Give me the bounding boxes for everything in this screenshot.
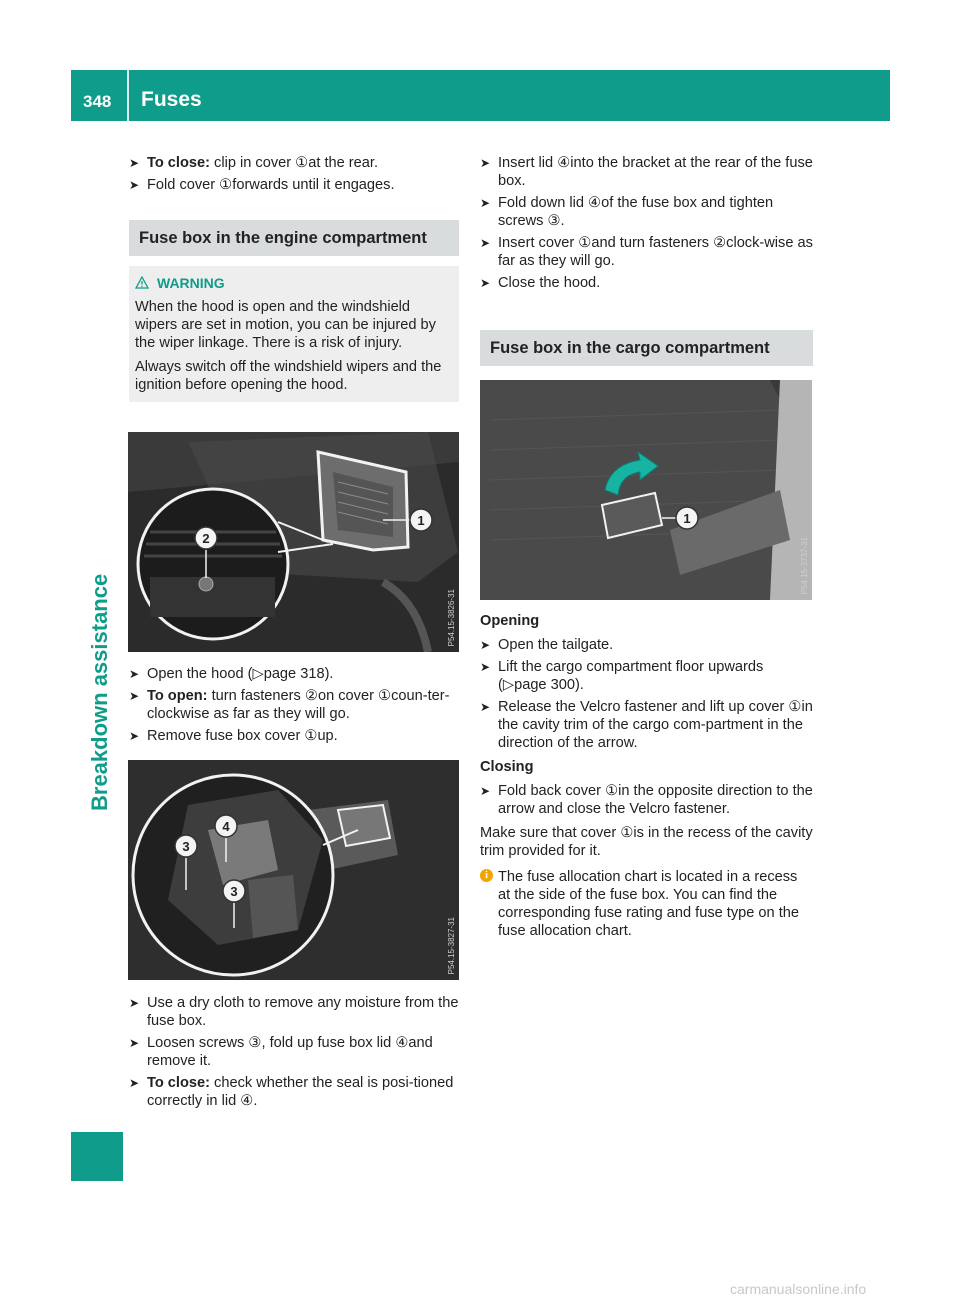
step-item — [480, 194, 813, 230]
warning-title-text: WARNING — [157, 275, 225, 291]
step-item — [480, 274, 813, 292]
opening-heading: Opening — [480, 613, 540, 629]
page-header — [71, 70, 890, 121]
side-tab-marker — [71, 1132, 123, 1181]
step-text: Fold down lid ④of the fuse box and tighten screws ③. — [498, 195, 774, 229]
svg-text:1: 1 — [417, 513, 425, 528]
step-bold-label: To open: — [147, 688, 208, 704]
closing-heading: Closing — [480, 759, 534, 775]
info-icon: i — [480, 869, 493, 882]
step-text: turn fasteners ②on cover ①coun-ter-clockwise as far as they will go. — [147, 688, 450, 722]
info-note — [480, 868, 813, 940]
steps-a-list — [129, 665, 459, 745]
step-text: Use a dry cloth to remove any moisture from the fuse box. — [147, 995, 459, 1029]
step-item — [480, 636, 813, 654]
image-code-3: P54.15-3737-31 — [800, 536, 809, 594]
intro-steps — [129, 154, 459, 194]
svg-text:2: 2 — [202, 531, 210, 546]
step-item — [129, 176, 459, 194]
step-text: Close the hood. — [498, 275, 601, 291]
svg-text:1: 1 — [683, 511, 691, 526]
step-item — [129, 687, 459, 723]
step-text: Release the Velcro fastener and lift up cover ①in the cavity trim of the cargo com-partment in the direction of the arrow. — [498, 699, 813, 751]
left-steps-a — [129, 665, 459, 749]
cargo-fuse-box-illustration — [480, 380, 812, 600]
side-tab-label: Breakdown assistance — [87, 573, 112, 811]
step-text: Fold cover ①forwards until it engages. — [147, 177, 395, 193]
svg-text:3: 3 — [230, 884, 238, 899]
warning-title — [135, 274, 453, 292]
engine-fuse-box-illustration — [128, 432, 459, 652]
step-text: Insert lid ④into the bracket at the rear of the fuse box. — [498, 155, 813, 189]
warning-box — [129, 266, 459, 402]
step-item — [480, 234, 813, 270]
header-divider — [127, 70, 129, 121]
step-text: Open the hood (▷page 318). — [147, 666, 334, 682]
warning-triangle-icon — [135, 276, 149, 289]
steps-top-list — [480, 154, 813, 292]
step-item — [129, 665, 459, 683]
step-text: clip in cover ①at the rear. — [209, 155, 378, 171]
right-column-bottom — [480, 612, 813, 940]
image-code-1: P54.15-3826-31 — [447, 588, 456, 646]
footer-watermark: carmanualsonline.info — [730, 1281, 867, 1297]
step-item — [480, 658, 813, 694]
svg-text:4: 4 — [222, 819, 230, 834]
chapter-title: Fuses — [141, 88, 202, 111]
page-number: 348 — [83, 92, 112, 111]
step-item — [129, 727, 459, 745]
step-item — [480, 782, 813, 818]
step-item — [480, 698, 813, 752]
warning-paragraph-2: Always switch off the windshield wipers and the ignition before opening the hood. — [135, 359, 442, 393]
left-steps-b — [129, 994, 461, 1114]
section-title-cargo: Fuse box in the cargo compartment — [480, 330, 813, 366]
left-column — [129, 154, 459, 402]
step-item — [129, 1034, 461, 1070]
cargo-compartment-image — [480, 380, 812, 600]
warning-paragraph-1: When the hood is open and the windshield wipers are set in motion, you can be injured by the wiper linkage. There is a risk of injury. — [135, 299, 436, 351]
step-text: Loosen screws ③, fold up fuse box lid ④and remove it. — [147, 1035, 433, 1069]
engine-compartment-image-1 — [128, 432, 459, 652]
closing-steps-list — [480, 782, 813, 818]
step-text: check whether the seal is posi-tioned correctly in lid ④. — [147, 1075, 454, 1109]
step-item — [480, 154, 813, 190]
section-title-engine: Fuse box in the engine compartment — [129, 220, 459, 256]
info-text: The fuse allocation chart is located in a recess at the side of the fuse box. You can find the corresponding fuse rating and fuse type on the fuse allocation chart. — [498, 869, 799, 939]
step-item — [129, 1074, 461, 1110]
step-bold-label: To close: — [147, 155, 210, 171]
step-text: Lift the cargo compartment floor upwards (▷page 300). — [498, 659, 764, 693]
image-code-2: P54.15-3827-31 — [447, 916, 456, 974]
step-item — [129, 994, 461, 1030]
step-bold-label: To close: — [147, 1075, 210, 1091]
make-sure-paragraph: Make sure that cover ①is in the recess of the cavity trim provided for it. — [480, 825, 813, 859]
fuse-box-screws-illustration — [128, 760, 459, 980]
engine-compartment-image-2 — [128, 760, 459, 980]
step-text: Open the tailgate. — [498, 637, 614, 653]
opening-steps-list — [480, 636, 813, 752]
right-column-top — [480, 154, 813, 366]
side-tab — [71, 121, 123, 817]
steps-b-list — [129, 994, 461, 1110]
step-item — [129, 154, 459, 172]
step-text: Remove fuse box cover ①up. — [147, 728, 338, 744]
svg-text:3: 3 — [182, 839, 190, 854]
step-text: Insert cover ①and turn fasteners ②clock-wise as far as they will go. — [498, 235, 813, 269]
step-text: Fold back cover ①in the opposite direction to the arrow and close the Velcro fastener. — [498, 783, 813, 817]
